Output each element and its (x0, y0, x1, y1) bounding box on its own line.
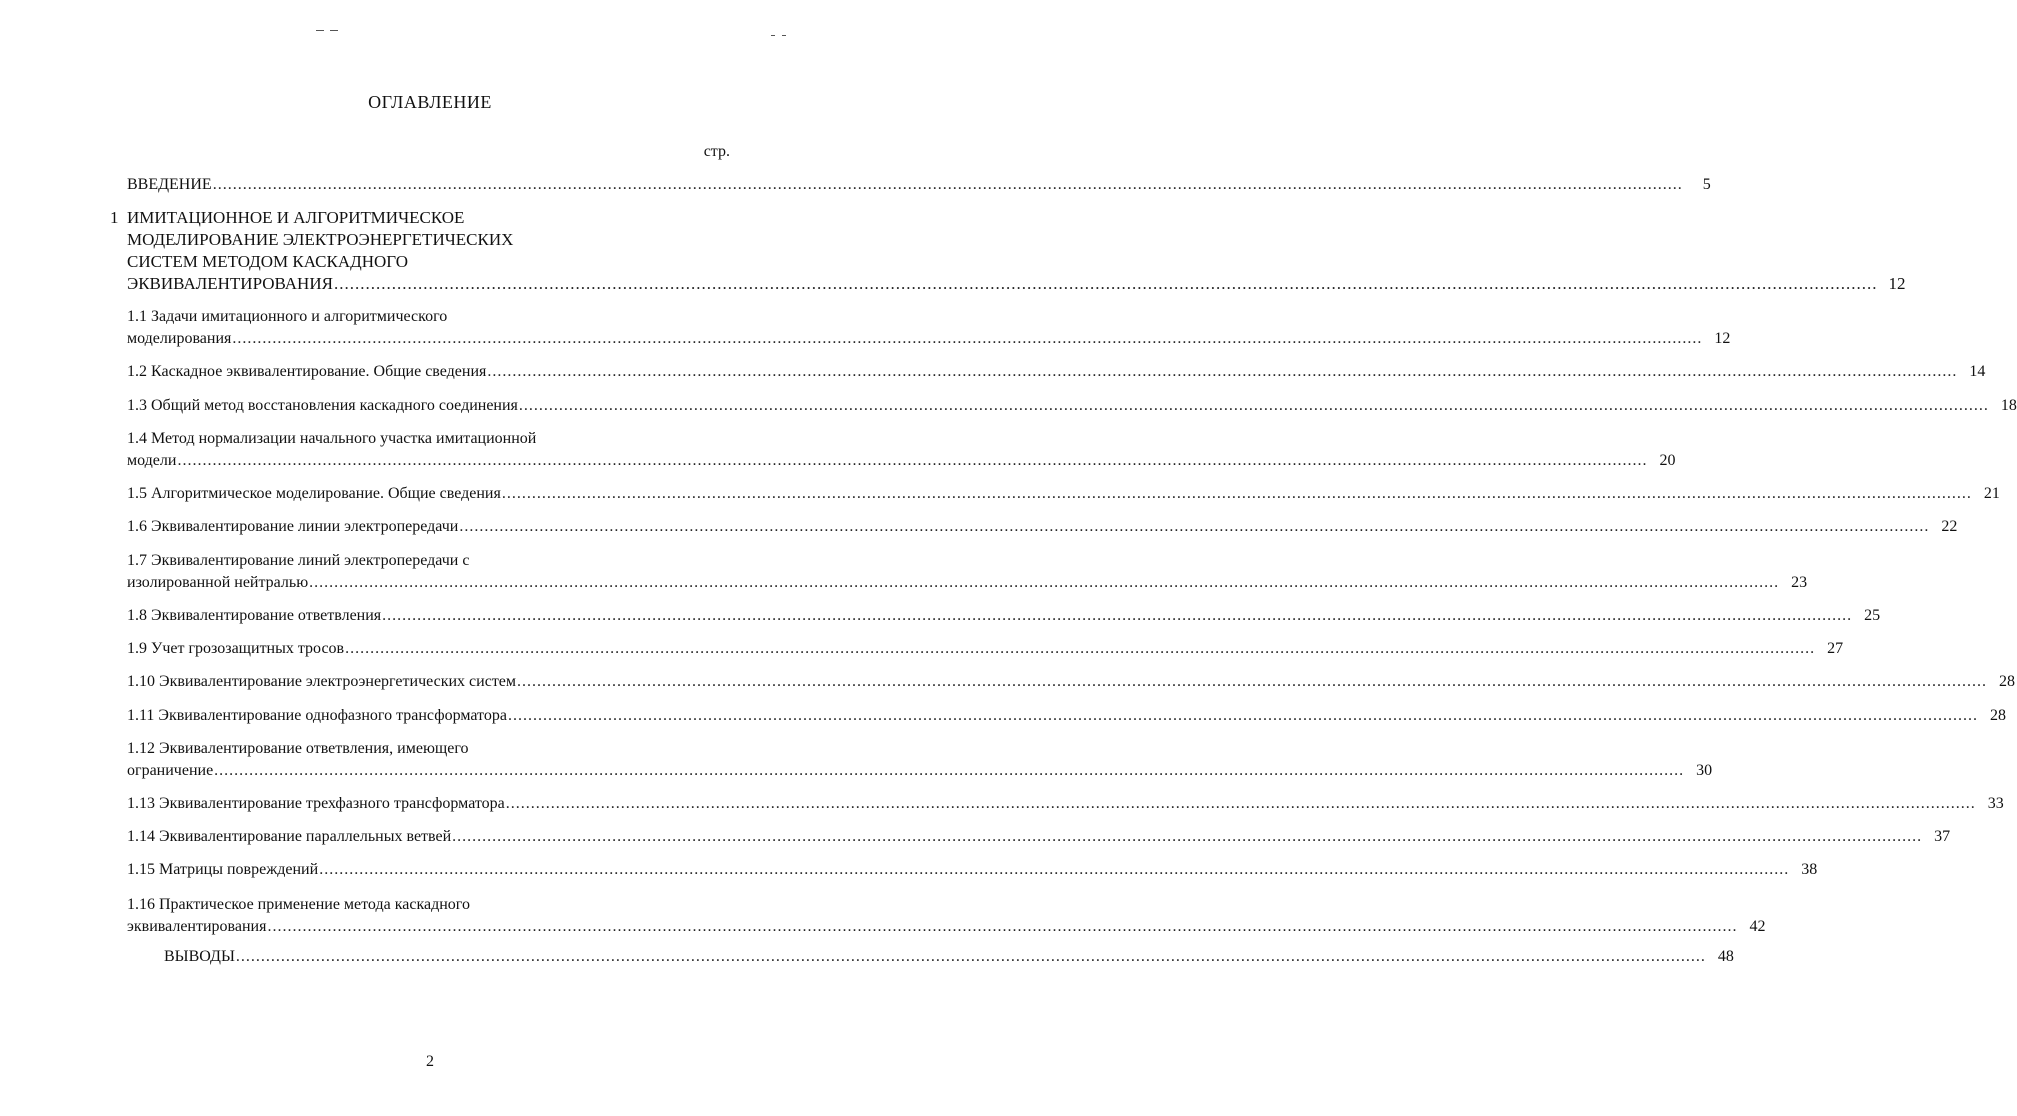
toc-entry-text: 1.14 Эквивалентирование параллельных ветвей (127, 828, 452, 845)
toc-entry (127, 605, 1881, 627)
dot-leader: ...................................................................................................................................................................................................................................................................................................... (505, 795, 1976, 812)
dot-leader: ...................................................................................................................................................................................................................................................................................................... (382, 607, 1853, 624)
toc-entry-text: 1.13 Эквивалентирование трехфазного трансформатора (127, 795, 505, 812)
toc-entry-text: 1.5 Алгоритмическое моделирование. Общие сведения (127, 485, 501, 502)
toc-page-number: 18 (2000, 397, 2017, 414)
dot-leader: ...................................................................................................................................................................................................................................................................................................... (267, 918, 1738, 935)
toc-entry-line (127, 516, 1958, 538)
toc-page-number: 28 (1989, 707, 2006, 724)
toc-entry-text: 1.6 Эквивалентирование линии электропередачи (127, 518, 459, 535)
toc-entry-line (127, 361, 1986, 383)
toc-page-number: 12 (1714, 330, 1731, 347)
toc-page-number: 14 (1969, 363, 1986, 380)
toc-entry-text: 1.15 Матрицы повреждений (127, 861, 319, 878)
dot-leader: ...................................................................................................................................................................................................................................................................................................... (501, 485, 1972, 502)
toc-page-number: 25 (1864, 607, 1881, 624)
dot-leader: ...................................................................................................................................................................................................................................................................................................... (232, 330, 1703, 347)
toc-entry (127, 550, 1808, 594)
toc-entry-text: изолированной нейтралью (127, 574, 309, 591)
toc-entry (127, 826, 1951, 848)
toc-entry (127, 793, 2004, 815)
toc-entry-text: моделирования (127, 330, 232, 347)
toc-page-number: 21 (1983, 485, 2000, 502)
toc-entry (127, 705, 2006, 727)
dot-leader: ...................................................................................................................................................................................................................................................................................................... (345, 640, 1816, 657)
toc-entry-text: 1.8 Эквивалентирование ответвления (127, 607, 382, 624)
dot-leader: ...................................................................................................................................................................................................................................................................................................... (333, 274, 1878, 293)
page-title: ОГЛАВЛЕНИЕ (368, 92, 492, 112)
toc-entry-line (127, 328, 1731, 350)
dot-leader: ...................................................................................................................................................................................................................................................................................................... (319, 861, 1790, 878)
toc-entry-text: ЭКВИВАЛЕНТИРОВАНИЯ (127, 274, 333, 293)
toc-page-number: 12 (1888, 274, 1906, 293)
dot-leader: ...................................................................................................................................................................................................................................................................................................... (235, 948, 1706, 965)
toc-entry-text: 1.2 Каскадное эквивалентирование. Общие сведения (127, 363, 487, 380)
toc-entry-line (127, 705, 2006, 727)
dot-leader: ...................................................................................................................................................................................................................................................................................................... (507, 707, 1978, 724)
toc-entry-text: 1.12 Эквивалентирование ответвления, имеющего (127, 740, 469, 757)
toc-entry-text: 1.11 Эквивалентирование однофазного трансформатора (127, 707, 507, 724)
page-column-label: стр. (703, 143, 730, 160)
chapter-number: 1 (110, 208, 119, 227)
toc-entry-text: 1.7 Эквивалентирование линий электропередачи с (127, 552, 470, 569)
toc-entry-text: СИСТЕМ МЕТОДОМ КАСКАДНОГО (127, 252, 408, 271)
toc-entry-text: 1.16 Практическое применение метода каскадного (127, 896, 470, 913)
toc-entry (127, 395, 2017, 417)
toc-entry (127, 306, 1731, 350)
toc-entry-line (127, 572, 1808, 594)
toc-entry-text: 1.1 Задачи имитационного и алгоритмического (127, 308, 448, 325)
toc-entry (127, 361, 1986, 383)
toc-entry-line (127, 450, 1676, 472)
toc-page-number: 42 (1749, 918, 1766, 935)
toc-page-number: 20 (1659, 452, 1676, 469)
scan-mark (330, 30, 338, 31)
toc-entry-line (127, 793, 2004, 815)
toc-entry-text: 1.10 Эквивалентирование электроэнергетических систем (127, 673, 517, 690)
toc-entry (164, 946, 1734, 968)
toc-page-number: 48 (1717, 948, 1734, 965)
toc-page-number: 27 (1827, 640, 1844, 657)
toc-entry (127, 483, 2000, 505)
dot-leader: ...................................................................................................................................................................................................................................................................................................... (518, 397, 1989, 414)
toc-entry (127, 428, 1676, 472)
toc-page-number: 38 (1801, 861, 1818, 878)
toc-entry-line (127, 273, 1906, 295)
toc-page-number: 37 (1934, 828, 1951, 845)
scan-mark (771, 35, 775, 36)
toc-page-number: 30 (1696, 762, 1713, 779)
dot-leader: ...................................................................................................................................................................................................................................................................................................... (214, 762, 1685, 779)
toc-page-number: 22 (1941, 518, 1958, 535)
toc-entry-line (127, 760, 1713, 782)
dot-leader: ...................................................................................................................................................................................................................................................................................................... (452, 828, 1923, 845)
toc-entry-text: 1.9 Учет грозозащитных тросов (127, 640, 345, 657)
toc-entry-line (127, 671, 2016, 693)
page-number: 2 (426, 1053, 434, 1070)
scan-mark (316, 30, 324, 31)
toc-entry (127, 174, 1711, 196)
toc-page-number: 28 (1999, 673, 2016, 690)
toc-entry-text: ВВЕДЕНИЕ (127, 176, 212, 193)
toc-entry-line (127, 483, 2000, 505)
toc-entry-text: ограничение (127, 762, 214, 779)
toc-entry (127, 738, 1713, 782)
toc-entry-line (127, 605, 1881, 627)
dot-leader: ...................................................................................................................................................................................................................................................................................................... (487, 363, 1958, 380)
toc-page-number: 5 (1702, 176, 1711, 193)
toc-entry-line (164, 946, 1734, 968)
toc-entry-text: МОДЕЛИРОВАНИЕ ЭЛЕКТРОЭНЕРГЕТИЧЕСКИХ (127, 230, 514, 249)
toc-entry (110, 207, 1906, 295)
toc-page-number: 33 (1987, 795, 2004, 812)
toc-entry-text: модели (127, 452, 177, 469)
toc-entry (127, 671, 2016, 693)
toc-entry-line (127, 826, 1951, 848)
toc-entry-line (127, 638, 1844, 660)
toc-entry-text: эквивалентирования (127, 918, 267, 935)
toc-entry-line (127, 395, 2017, 417)
toc-entry-text: 1.3 Общий метод восстановления каскадного соединения (127, 397, 518, 414)
toc-entry-line (127, 859, 1818, 881)
dot-leader: ...................................................................................................................................................................................................................................................................................................... (212, 176, 1683, 193)
dot-leader: ...................................................................................................................................................................................................................................................................................................... (309, 574, 1780, 591)
scan-mark (782, 35, 786, 36)
dot-leader: ...................................................................................................................................................................................................................................................................................................... (177, 452, 1648, 469)
toc-entry (127, 859, 1818, 881)
toc-entry-text: ИМИТАЦИОННОЕ И АЛГОРИТМИЧЕСКОЕ (127, 208, 465, 227)
toc-entry-text: ВЫВОДЫ (164, 948, 235, 965)
toc-entry (127, 894, 1766, 938)
dot-leader: ...................................................................................................................................................................................................................................................................................................... (517, 673, 1988, 690)
toc-entry (127, 638, 1844, 660)
toc-page-number: 23 (1791, 574, 1808, 591)
toc-entry-text: 1.4 Метод нормализации начального участка имитационной (127, 430, 537, 447)
toc-entry-line (127, 174, 1711, 196)
dot-leader: ...................................................................................................................................................................................................................................................................................................... (459, 518, 1930, 535)
toc-entry (127, 516, 1958, 538)
toc-entry-line (127, 916, 1766, 938)
